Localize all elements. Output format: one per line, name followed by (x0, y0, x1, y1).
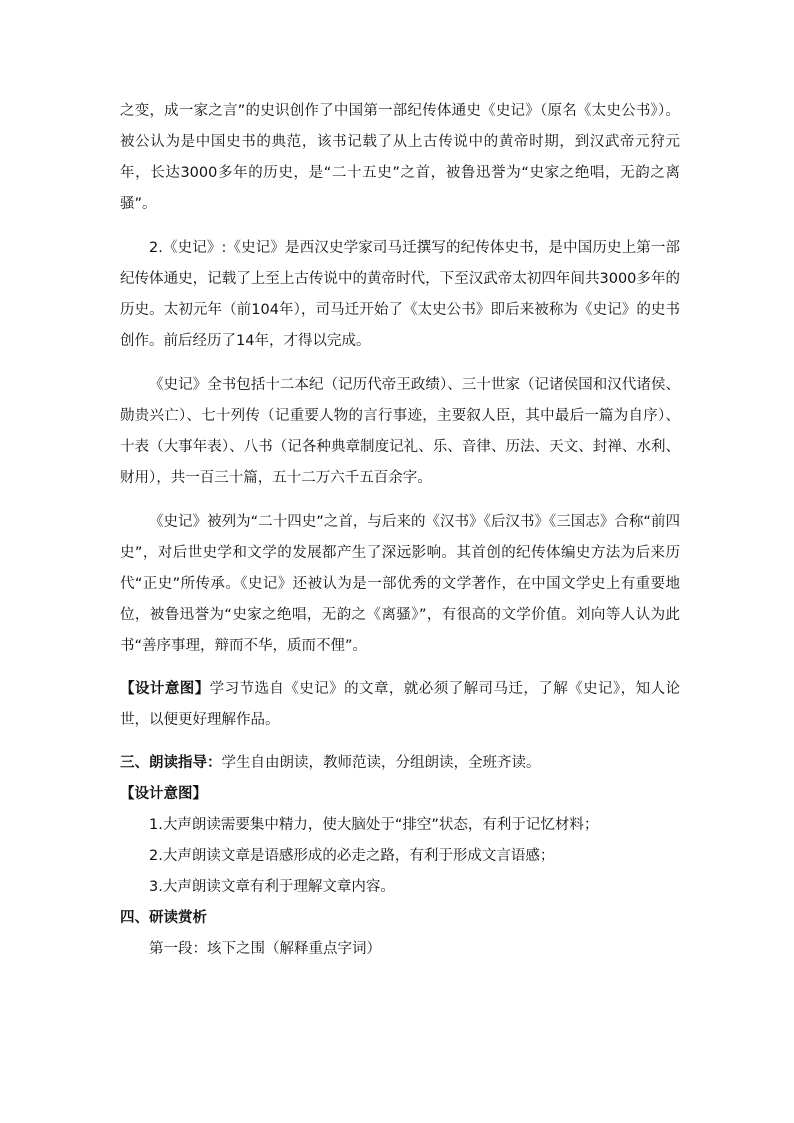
reading-guidance-label: 三、朗读指导： (120, 755, 222, 771)
reading-guidance-paragraph (120, 748, 680, 779)
section-analysis-heading: 四、研读赏析 (120, 910, 207, 926)
design-intent-text: 学习节选自《史记》的文章，就必须了解司马迁，了解《史记》，知人论世，以便更好理解作品。 (120, 681, 681, 728)
paragraph-sima-qian-intro: 之变，成一家之言”的史识创作了中国第一部纪传体通史《史记》（原名《太史公书》）。被公认为是中国史书的典范，该书记载了从上古传说中的黄帝时期，到汉武帝元狩元年，长达3000多年的历史，是“二十五史”之首，被鲁迅誉为“史家之绝唱，无韵之离骚”。 (120, 103, 680, 212)
paragraph-shiji-influence: 《史记》被列为“二十四史”之首，与后来的《汉书》《后汉书》《三国志》合称“前四史”，对后世史学和文学的发展都产生了深远影响。其首创的纪传体编史方法为后来历代“正史”所传承。《史记》还被认为是一部优秀的文学著作，在中国文学史上有重要地位，被鲁迅誉为“史家之绝唱，无韵之《离骚》”，有很高的文学价值。刘向等人认为此书“善序事理，辩而不华，质而不俚”。 (120, 514, 680, 654)
paragraph-shiji-overview: 2.《史记》:《史记》是西汉史学家司马迁撰写的纪传体史书，是中国历史上第一部纪传体通史，记载了上至上古传说中的黄帝时代，下至汉武帝太初四年间共3000多年的历史。太初元年（前104年），司马迁开始了《太史公书》即后来被称为《史记》的史书创作。前后经历了14年，才得以完成。 (120, 240, 680, 349)
reading-point-1: 1.大声朗读需要集中精力，使大脑处于“排空”状态，有利于记忆材料； (149, 817, 599, 833)
design-intent-label: 【设计意图】 (120, 681, 210, 697)
reading-guidance-text: 学生自由朗读，教师范读，分组朗读，全班齐读。 (221, 755, 541, 771)
paragraph-shiji-structure: 《史记》全书包括十二本纪（记历代帝王政绩）、三十世家（记诸侯国和汉代诸侯、勋贵兴亡）、七十列传（记重要人物的言行事迹，主要叙人臣，其中最后一篇为自序）、十表（大事年表）、八书（记各种典章制度记礼、乐、音律、历法、天文、封禅、水利、财用），共一百三十篇，五十二万六千五百余字。 (120, 377, 680, 486)
reading-point-3: 3.大声朗读文章有利于理解文章内容。 (149, 879, 395, 895)
segment-1-heading: 第一段：垓下之围（解释重点字词） (149, 941, 381, 957)
design-intent-paragraph (120, 674, 680, 736)
design-intent-heading: 【设计意图】 (120, 786, 207, 802)
reading-point-2: 2.大声朗读文章是语感形成的必走之路，有利于形成文言语感； (149, 848, 555, 864)
document-body (120, 96, 680, 965)
